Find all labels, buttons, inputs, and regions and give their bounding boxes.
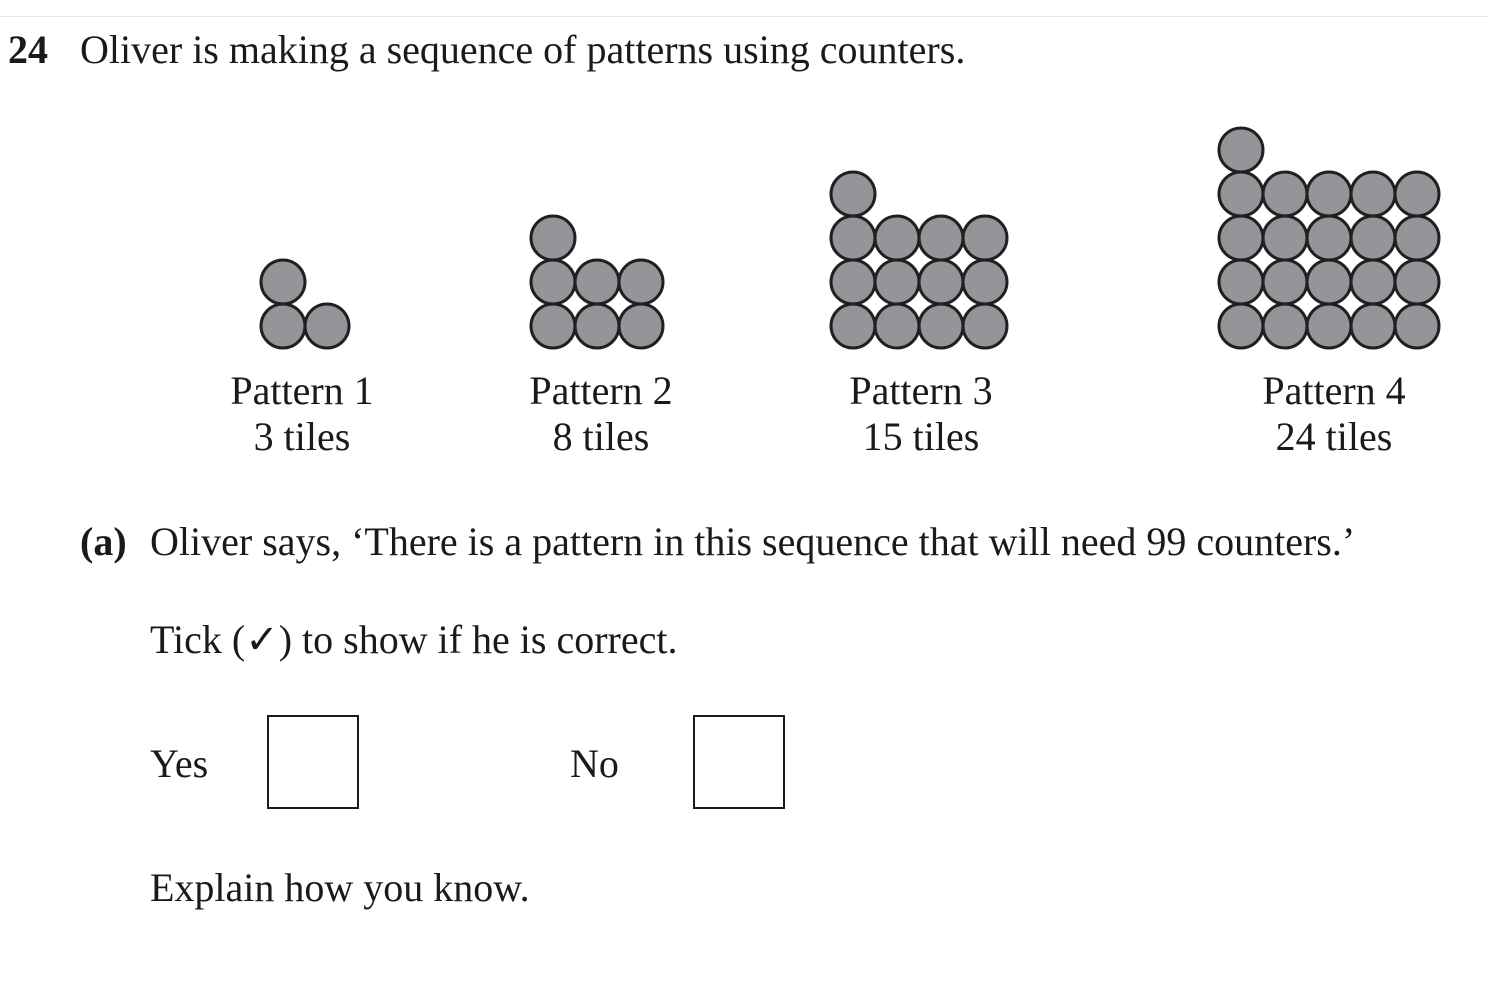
counter	[831, 304, 875, 348]
counter	[919, 216, 963, 260]
pattern-1-caption	[172, 368, 432, 460]
pattern-1-count: 3 tiles	[253, 414, 351, 459]
no-label: No	[570, 741, 619, 786]
counter	[1395, 304, 1439, 348]
counter	[1219, 172, 1263, 216]
explain-prompt: Explain how you know.	[150, 865, 530, 910]
counter	[1395, 172, 1439, 216]
counter	[963, 216, 1007, 260]
counter	[1395, 216, 1439, 260]
counter	[1351, 172, 1395, 216]
counter	[1219, 216, 1263, 260]
counter	[831, 260, 875, 304]
pattern-4-count: 24 tiles	[1275, 414, 1393, 459]
part-a-statement: Oliver says, ‘There is a pattern in this sequence that will need 99 counters.’	[150, 519, 1356, 564]
counter	[1351, 304, 1395, 348]
counter	[875, 216, 919, 260]
question-number: 24	[8, 27, 48, 72]
counter	[575, 260, 619, 304]
pattern-3-counters	[831, 172, 1007, 348]
yes-tick-box[interactable]	[267, 715, 359, 809]
counter	[831, 172, 875, 216]
counter	[875, 260, 919, 304]
pattern-1-counters	[261, 260, 349, 348]
counter	[1307, 304, 1351, 348]
counter	[1219, 260, 1263, 304]
counter	[1219, 128, 1263, 172]
counter	[531, 260, 575, 304]
counter	[305, 304, 349, 348]
counter	[963, 304, 1007, 348]
no-tick-box[interactable]	[693, 715, 785, 809]
counter	[963, 260, 1007, 304]
counter	[1263, 260, 1307, 304]
counter	[919, 304, 963, 348]
pattern-2-name: Pattern 2	[529, 368, 673, 413]
counter	[531, 304, 575, 348]
pattern-1-name: Pattern 1	[230, 368, 374, 413]
counter	[831, 216, 875, 260]
counter	[261, 304, 305, 348]
counter	[619, 260, 663, 304]
pattern-3-count: 15 tiles	[862, 414, 980, 459]
part-a-label: (a)	[80, 519, 127, 564]
counter	[919, 260, 963, 304]
pattern-2-count: 8 tiles	[552, 414, 650, 459]
counter	[1263, 172, 1307, 216]
counter	[619, 304, 663, 348]
pattern-3-name: Pattern 3	[849, 368, 993, 413]
pattern-4-name: Pattern 4	[1262, 368, 1406, 413]
counter	[1307, 216, 1351, 260]
counter	[1219, 304, 1263, 348]
pattern-3-caption	[791, 368, 1051, 460]
counter	[1263, 304, 1307, 348]
counter	[1263, 216, 1307, 260]
pattern-4-caption	[1204, 368, 1464, 460]
pattern-4-counters	[1219, 128, 1439, 348]
counter	[1307, 260, 1351, 304]
counter	[531, 216, 575, 260]
counter	[1307, 172, 1351, 216]
counter	[261, 260, 305, 304]
counter	[1395, 260, 1439, 304]
counter	[875, 304, 919, 348]
pattern-2-caption	[471, 368, 731, 460]
counter	[1351, 260, 1395, 304]
question-stem: Oliver is making a sequence of patterns using counters.	[80, 27, 966, 72]
part-a-instruction: Tick (✓) to show if he is correct.	[150, 617, 678, 662]
yes-label: Yes	[150, 741, 209, 786]
pattern-2-counters	[531, 216, 663, 348]
counter	[575, 304, 619, 348]
counter	[1351, 216, 1395, 260]
